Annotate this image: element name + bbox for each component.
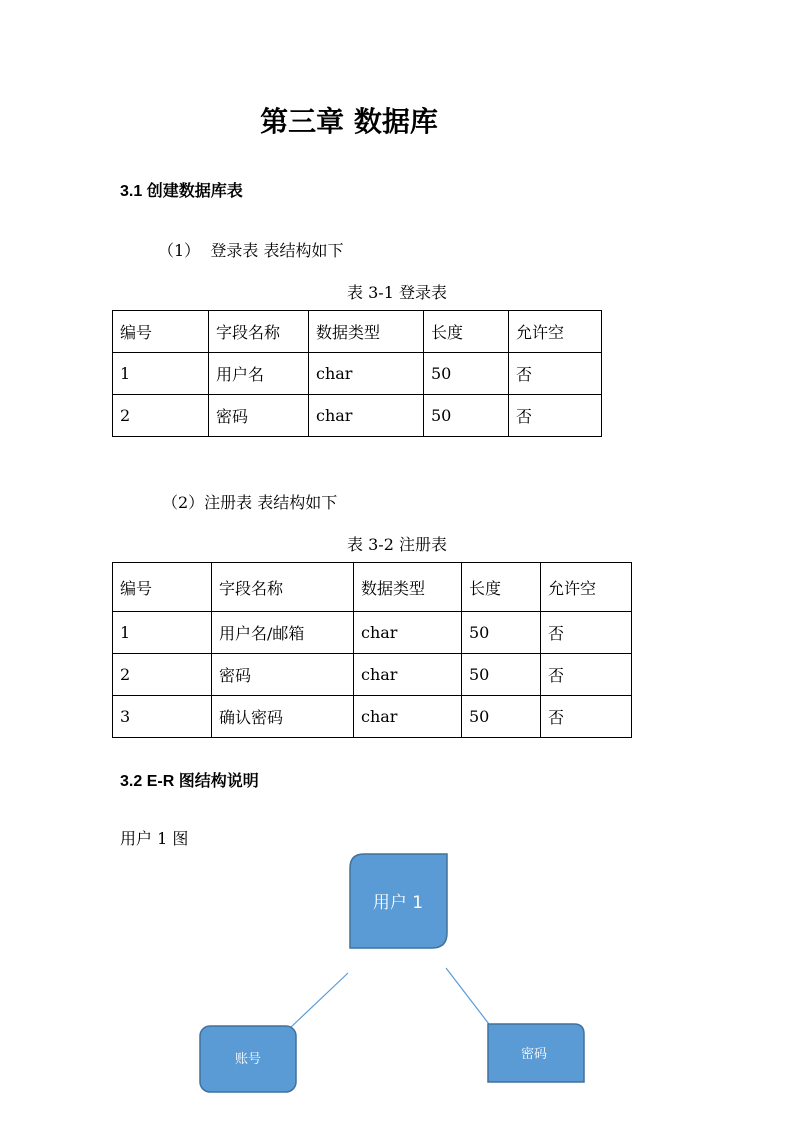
table-cell: char bbox=[354, 654, 462, 696]
register-table bbox=[112, 562, 632, 738]
connector-left-line bbox=[290, 973, 348, 1028]
table-header-cell: 编号 bbox=[113, 563, 212, 612]
table-cell: 1 bbox=[113, 353, 209, 395]
table-cell: char bbox=[309, 353, 424, 395]
er-diagram bbox=[0, 840, 794, 1110]
table-row bbox=[113, 696, 632, 738]
table-row bbox=[113, 612, 632, 654]
table-cell: 密码 bbox=[209, 395, 309, 437]
table-cell: 3 bbox=[113, 696, 212, 738]
login-table bbox=[112, 310, 602, 437]
table-cell: 50 bbox=[462, 654, 541, 696]
table-cell: 1 bbox=[113, 612, 212, 654]
table-header-cell: 允许空 bbox=[509, 311, 602, 353]
table-header-cell: 数据类型 bbox=[309, 311, 424, 353]
table-cell: 否 bbox=[541, 696, 632, 738]
connector-right-line bbox=[446, 968, 492, 1028]
table1-caption: 表 3-1 登录表 bbox=[347, 283, 447, 302]
chapter-title: 第三章 数据库 bbox=[260, 105, 438, 138]
table-cell: 否 bbox=[541, 612, 632, 654]
table-cell: 否 bbox=[509, 353, 602, 395]
table2-intro: （2）注册表 表结构如下 bbox=[162, 493, 338, 512]
table-header-cell: 长度 bbox=[424, 311, 509, 353]
section-heading-3-2: 3.2 E-R 图结构说明 bbox=[120, 773, 259, 790]
table-cell: char bbox=[354, 612, 462, 654]
attribute-password-label: 密码 bbox=[520, 1047, 548, 1062]
table-cell: 确认密码 bbox=[212, 696, 354, 738]
table-header-cell: 编号 bbox=[113, 311, 209, 353]
table-header-cell: 长度 bbox=[462, 563, 541, 612]
table-cell: 用户名 bbox=[209, 353, 309, 395]
table-cell: char bbox=[354, 696, 462, 738]
table1-intro: （1） 登录表 表结构如下 bbox=[158, 241, 344, 260]
table-cell: 50 bbox=[462, 612, 541, 654]
table-cell: char bbox=[309, 395, 424, 437]
table-cell: 用户名/邮箱 bbox=[212, 612, 354, 654]
figure-label: 用户 1 图 bbox=[120, 829, 189, 848]
table-cell: 50 bbox=[424, 395, 509, 437]
table-cell: 否 bbox=[541, 654, 632, 696]
table-cell: 密码 bbox=[212, 654, 354, 696]
table-header-cell: 允许空 bbox=[541, 563, 632, 612]
table-header-cell: 字段名称 bbox=[212, 563, 354, 612]
attribute-account-label: 账号 bbox=[234, 1052, 262, 1067]
table-cell: 2 bbox=[113, 395, 209, 437]
table-cell: 2 bbox=[113, 654, 212, 696]
table-header-row bbox=[113, 311, 602, 353]
table-row bbox=[113, 353, 602, 395]
table-cell: 50 bbox=[424, 353, 509, 395]
table-row bbox=[113, 395, 602, 437]
section-heading-3-1: 3.1 创建数据库表 bbox=[120, 183, 243, 200]
table-header-cell: 字段名称 bbox=[209, 311, 309, 353]
entity-user-label: 用户 1 bbox=[372, 893, 424, 913]
table-row bbox=[113, 654, 632, 696]
table-cell: 50 bbox=[462, 696, 541, 738]
table2-caption: 表 3-2 注册表 bbox=[347, 535, 447, 554]
table-cell: 否 bbox=[509, 395, 602, 437]
table-header-row bbox=[113, 563, 632, 612]
table-header-cell: 数据类型 bbox=[354, 563, 462, 612]
